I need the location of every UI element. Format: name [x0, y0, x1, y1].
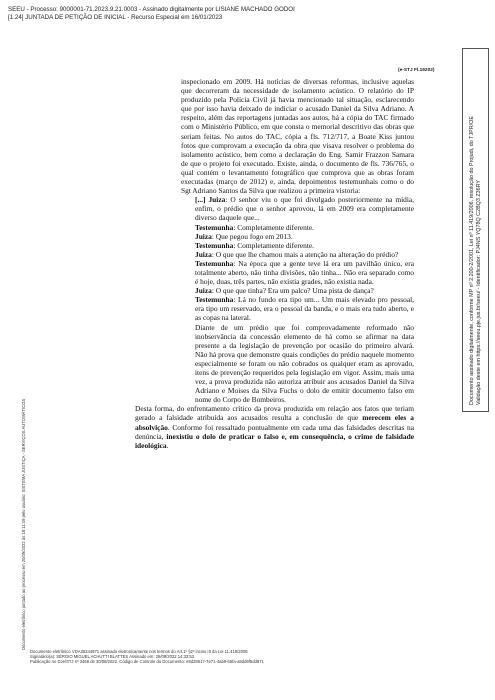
conclusion-text-a: Desta forma, do enfrentamento crítico da prova produzida em relação aos fatos que teriam gerado a falsidade atribuída aos acusados resulta a conclusão de que	[135, 404, 414, 423]
speaker-label: Testemunha	[195, 222, 234, 232]
dialogue-text: : O senhor viu o que foi divulgado posteriormente na mídia, enfim, o prédio que o senhor aprovou, lá em 2009 era completamente diverso daquele que...	[195, 195, 414, 223]
speaker-label: Testemunha	[195, 258, 234, 268]
dialogue-juiza-1	[181, 195, 414, 222]
header-line-2: [1.24] JUNTADA DE PETIÇÃO DE INICIAL - Recurso Especial em 16/01/2023	[8, 14, 223, 21]
conclusion-text-c: .	[166, 440, 169, 450]
conclusion-text-b: . Conforme foi ressaltado pontualmente em cada uma das falsidades descritas na denúncia,	[135, 422, 414, 441]
left-margin-annotation: Documento eletrônico juntado ao processo em 20/09/2022 às 18:11:49 pelo usuário: SISTEMA JUSTIÇA - SERVIÇOS AUTOMÁTICOS	[21, 398, 26, 650]
stj-page-stamp: (e-STJ Fl.19202)	[398, 68, 435, 73]
speaker-label: Juiza	[195, 231, 212, 241]
right-margin-line-2: Validação deste em https://seeu.pje.jus.br/seeu/ - Identificador: PJ4NS YQ78Q C2BQ3 Z36RY	[476, 179, 482, 405]
paragraph-3	[135, 404, 414, 449]
footer-line-1: Documento eletrônico VDA35344871 assinado eletronicamente nos termos do Art.1º §2º inciso III da Lei 11.419/2006	[30, 649, 248, 654]
dialogue-text: : Na época que a gente teve lá era um pavilhão único, era totalmente aberto, não tinha divisões, não tinha... Não era separado como é hoje, duas, três partes, não existia grades, não existia nada.	[195, 258, 414, 287]
right-margin-line-1: Documento assinado digitalmente, conforme MP nº 2.200-2/2001, Lei nº 11.419/2006, resolução do Projudi, do TJPR/OE	[469, 116, 475, 405]
speaker-label: Juiza	[195, 286, 212, 296]
dialogue-testemunha-1	[181, 223, 414, 232]
dialogue-text: : Completamente diferente.	[233, 222, 314, 232]
conclusion-bold-1: merecem eles a absolvição	[135, 413, 414, 432]
dialogue-text: : O que que tinha? Era um palco? Uma pista de dança?	[211, 286, 374, 296]
dialogue-text: : Lá no fundo era tipo um... Um mais elevado pro pessoal, era tipo um reservado, era o pessoal da banda, e o mais era tudo aberto, e as copas na lateral.	[195, 295, 414, 323]
footer-line-2: Signatário(a): SÉRGIO MIGUEL ACHUTTI BLATTES Assinado em: 29/08/2022 14:33:53	[30, 654, 195, 660]
paragraph-1: inspecionado em 2009. Há notícias de diversas reformas, inclusive aquelas que decorreram da necessidade de isolamento acústico. O relatório do IP produzido pela Polícia Civil já havia mencionado tal situação, esclarecendo que por isso havia deixado de indiciar o acusado Daniel da Silva Adriano. A respeito, além das reportagens juntadas aos autos, há a cópia do TAC firmado com o Ministério Público, em que consta o memorial descritivo das obras que seriam feitas. No autos do TAC, cópia a fls. 712/717, a Boate Kiss juntou fotos que comprovam a execução da obra que visava resolver o problema do isolamento acústico, bem como a declaração do Eng. Samir Frazzon Samara de que o projeto foi executado. Existe, ainda, o documento de fls. 736/765, o qual contém o levantamento fotográfico que comprova que as obras foram executadas (março de 2012) e, ainda, depoimentos testemunhais como o do Sgt Adriano Santos da Silva que realizou a primeira vistoria:	[181, 77, 414, 196]
right-margin-annotation	[469, 116, 483, 405]
speaker-label: Testemunha	[195, 295, 234, 305]
header-line-1: SEEU - Processo: 9000001-71.2023.9.21.0003 - Assinado digitalmente por LISIANE MACHADO GODOI	[8, 6, 295, 13]
dialogue-juiza-4	[181, 286, 414, 295]
document-body	[135, 77, 414, 450]
speaker-label: [...] Juiza	[195, 195, 226, 205]
dialogue-text: : Que pegou fogo em 2013.	[211, 231, 293, 241]
speaker-label: Juiza	[195, 249, 212, 259]
dialogue-text: : Completamente diferente.	[233, 240, 314, 250]
dialogue-juiza-3	[181, 250, 414, 259]
dialogue-testemunha-3	[181, 259, 414, 286]
paragraph-2: Diante de um prédio que foi comprovadamente reformado não inobservância da concessão elemento de há como se afirmar na data presente a da legislação de prevenção por ocasião do primeiro alvará. Não há prova que demonstre quais condições do prédio naquele momento especialmente se foram ou não cobrados os qualquer eram as aprovado, itens de prevenção requeridos pela legislação em vigor. Assim, mais uma vez, a prova produzida não autoriza atribuir aos acusados Daniel da Silva Adriano e Moises da Silva Fuchs o dolo de emitir documento falso em nome do Corpo de Bombeiros.	[195, 322, 414, 405]
dialogue-juiza-2	[181, 232, 414, 241]
document-footer	[30, 649, 264, 665]
dialogue-text: : O que que lhe chamou mais a atenção na alteração do prédio?	[211, 249, 399, 259]
dialogue-testemunha-4	[181, 295, 414, 322]
dialogue-testemunha-2	[181, 241, 414, 250]
footer-line-3: Publicação no DJe/STJ nº 3456 de 30/08/2022. Código de Controle do Documento: e9d28617-7e71-4ab9-b5fa-a9dd9f5dd871	[30, 659, 264, 665]
conclusion-bold-2: inexistiu o dolo de praticar o falso e, em consequência, o crime de falsidade ideológica	[135, 431, 414, 450]
speaker-label: Testemunha	[195, 240, 234, 250]
